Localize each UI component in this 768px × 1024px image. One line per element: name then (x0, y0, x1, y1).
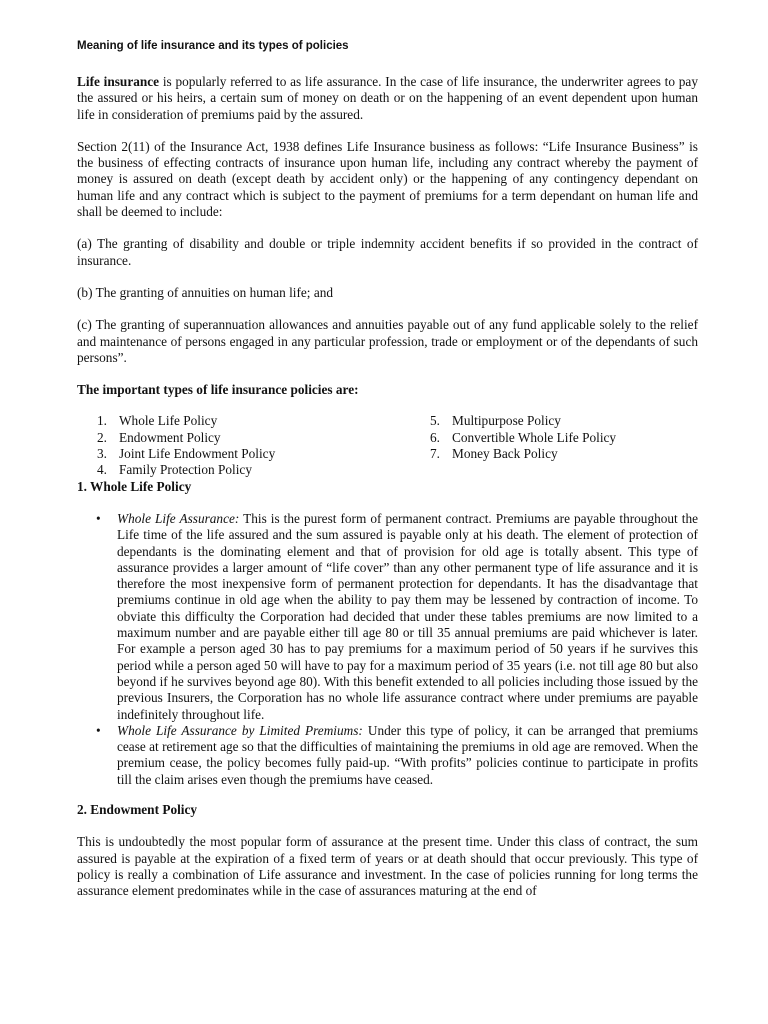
list-item-number: 5. (430, 413, 440, 429)
list-item-number: 4. (97, 462, 107, 478)
policy-types-list (77, 413, 698, 478)
list-item-number: 1. (97, 413, 107, 429)
intro-term: Life insurance (77, 74, 160, 89)
list-item-label: Family Protection Policy (119, 462, 252, 478)
list-item-label: Money Back Policy (452, 446, 558, 462)
bullet-text (117, 511, 698, 723)
list-item-label: Joint Life Endowment Policy (119, 446, 276, 462)
whole-life-bullet-list (77, 511, 698, 788)
page-title: Meaning of life insurance and its types of policies (77, 40, 349, 52)
policy-types-left-column (77, 413, 430, 478)
policy-types-right-column (430, 413, 698, 478)
whole-life-section-title: 1. Whole Life Policy (77, 478, 192, 494)
list-item (97, 430, 430, 446)
list-item-label: Endowment Policy (119, 429, 221, 445)
types-heading: The important types of life insurance policies are: (77, 382, 359, 398)
bullet-item (77, 511, 698, 723)
clause-a: (a) The granting of disability and double or triple indemnity accident benefits if so provided in the contract of insurance. (77, 236, 698, 268)
list-item-label: Whole Life Policy (119, 413, 218, 429)
list-item (97, 413, 430, 429)
list-item (430, 446, 698, 462)
list-item-label: Convertible Whole Life Policy (452, 429, 617, 445)
bullet-icon: • (96, 510, 101, 526)
bullet-body: This is the purest form of permanent contract. Premiums are payable throughout the Life time of the life assured and the sum assured is payable only at his death. The element of protection of dependants is the dominating element and that of provision for old age is totally absent. This type of assurance provides a larger amount of “life cover” than any other permanent type of life assurance and it is therefore the most inexpensive form of permanent protection for dependants. It has the disadvantage that premiums continue in old age when the ability to pay them may be lessened by contraction of income. To obviate this difficulty the Corporation had decided that under these tables premiums are now limited to a maximum number and are payable either till age 80 or till 35 annual premiums are paid whichever is later. For example a person aged 30 has to pay premiums for a maximum period of 50 years if he survives this period while a person aged 50 will have to pay for a maximum period of 35 years (i.e. not till age 80 but also beyond if he survives beyond age 80). With this benefit extended to all policies including those issued by the previous Insurers, the Corporation has no whole life assurance contract where under premiums are payable indefinitely throughout life. (117, 510, 699, 722)
list-item (97, 446, 430, 462)
endowment-section-title: 2. Endowment Policy (77, 801, 198, 817)
bullet-text (117, 723, 698, 788)
intro-text: is popularly referred to as life assurance. In the case of life insurance, the underwriter agrees to pay the assured or his heirs, a certain sum of money on death or on the happening of an event dependent upon human life in consideration of premiums paid by the assured. (77, 74, 698, 122)
bullet-icon: • (96, 722, 101, 738)
clause-b: (b) The granting of annuities on human life; and (77, 284, 334, 300)
bullet-term: Whole Life Assurance: (117, 510, 240, 526)
bullet-item (77, 723, 698, 788)
bullet-body: Under this type of policy, it can be arranged that premiums cease at retirement age so that the difficulties of maintaining the premiums in old age are removed. When the premium cease, the policy becomes fully paid-up. “With profits” policies continue to participate in profits till the claim arises even though the premiums have ceased. (117, 722, 698, 787)
list-item-number: 7. (430, 446, 440, 462)
endowment-paragraph: This is undoubtedly the most popular form of assurance at the present time. Under this class of contract, the sum assured is payable at the expiration of a fixed term of years or at death should that occur previously. This type of policy is really a combination of Life assurance and investment. In the case of policies running for long terms the assurance element predominates while in the case of assurances maturing at the end of (77, 834, 698, 899)
list-item-number: 3. (97, 446, 107, 462)
list-item-number: 2. (97, 429, 107, 445)
list-item-label: Multipurpose Policy (452, 413, 561, 429)
intro-paragraph (77, 74, 698, 123)
list-item (430, 413, 698, 429)
clause-c: (c) The granting of superannuation allowances and annuities payable out of any fund applicable solely to the relief and maintenance of persons engaged in any particular profession, trade or employment or of the dependants of such persons”. (77, 317, 698, 365)
section-definition-paragraph: Section 2(11) of the Insurance Act, 1938 defines Life Insurance business as follows: “Life Insurance Business” is the business of effecting contracts of insurance upon human life, including any contract whereby the payment of money is assured on death (except death by accident only) or the happening of any contingency dependant on human life and any contract which is subject to the payment of premiums for a term dependant on human life and shall be deemed to include: (77, 138, 698, 220)
list-item (97, 462, 430, 478)
list-item (430, 430, 698, 446)
bullet-term: Whole Life Assurance by Limited Premiums: (117, 722, 363, 738)
list-item-number: 6. (430, 429, 440, 445)
document-page (77, 38, 698, 899)
